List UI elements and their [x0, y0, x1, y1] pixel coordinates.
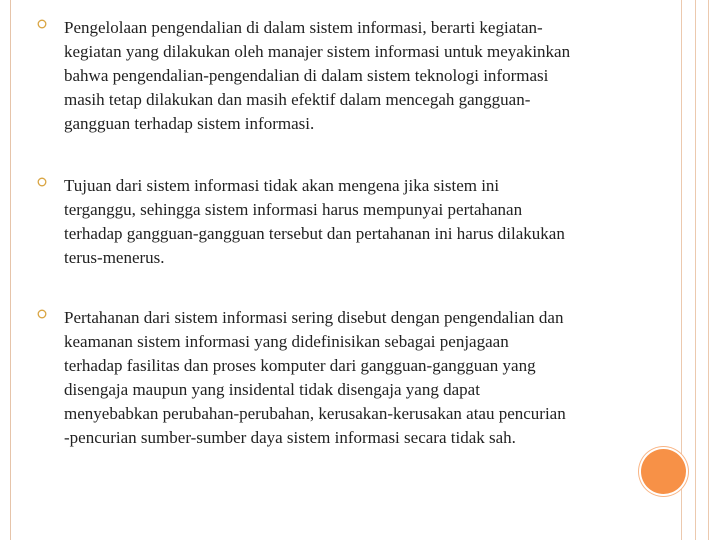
- left-border-line: [10, 0, 11, 540]
- bullet-text-1: Pengelolaan pengendalian di dalam sistem informasi, berarti kegiatan- kegiatan yang dilakukan oleh manajer sistem informasi untuk meyakinkan bahwa pengendalian-pengendalian di dalam sistem teknologi informasi masih tetap dilakukan dan masih efektif dalam mencegah gangguan- gangguan terhadap sistem informasi.: [64, 18, 571, 133]
- circle-bullet-icon: [37, 309, 47, 319]
- circle-bullet-icon: [37, 19, 47, 29]
- right-border-line-2: [695, 0, 696, 540]
- bullet-text-3: Pertahanan dari sistem informasi sering disebut dengan pengendalian dan keamanan sistem informasi yang didefinisikan sebagai penjagaan terhadap fasilitas dan proses komputer dari gangguan-gangguan yang disengaja maupun yang insidental tidak disengaja yang dapat menyebabkan perubahan-perubahan, kerusakan-kerusakan atau pencurian -pencurian sumber-sumber daya sistem informasi secara tidak sah.: [64, 308, 566, 447]
- right-border-line-3: [708, 0, 709, 540]
- orange-circle-decoration: [641, 449, 686, 494]
- circle-bullet-icon: [37, 177, 47, 187]
- bullet-text-2: Tujuan dari sistem informasi tidak akan mengena jika sistem ini terganggu, sehingga sistem informasi harus mempunyai pertahanan terhadap gangguan-gangguan tersebut dan pertahanan ini harus dilakukan terus-menerus.: [64, 176, 565, 267]
